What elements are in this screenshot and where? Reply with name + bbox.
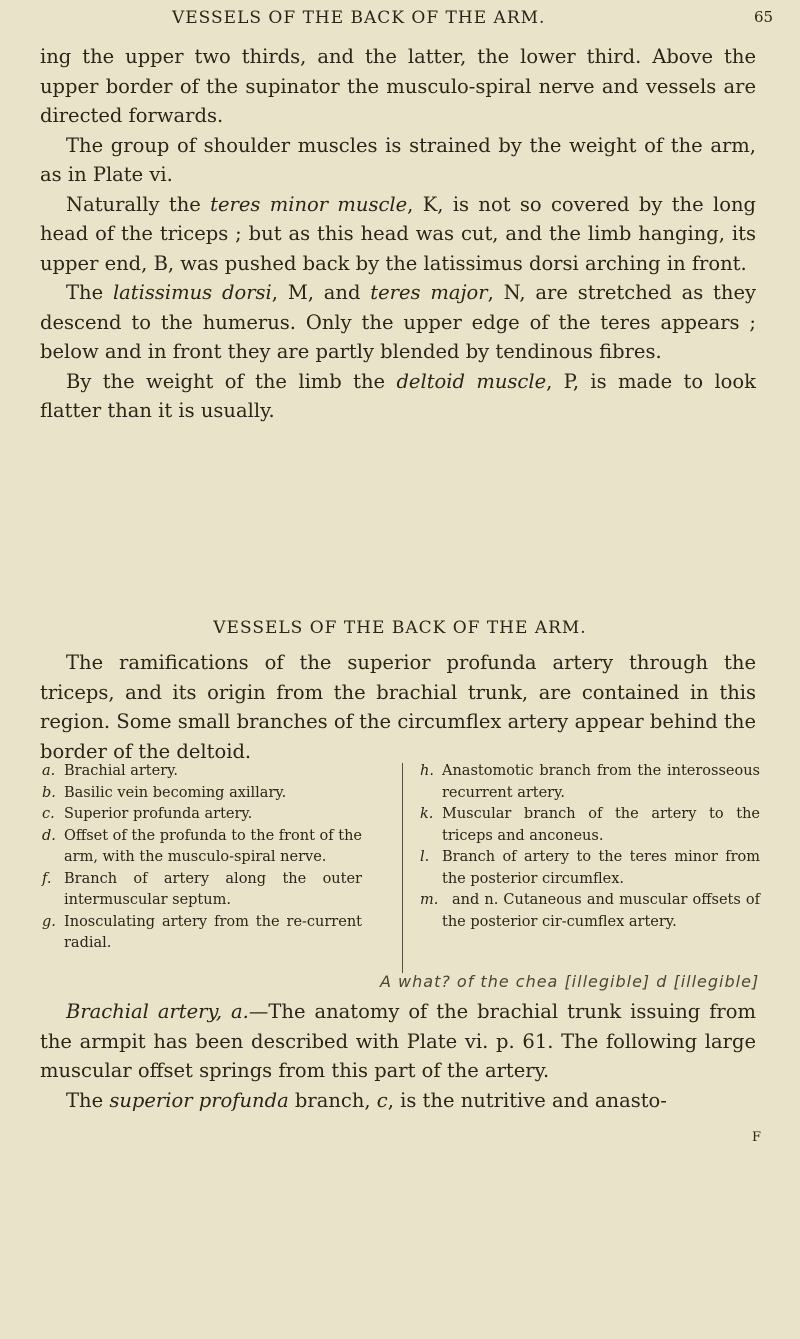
running-header [0,2,800,36]
legend-text: Inosculating artery from the re-current radial. [64,913,362,951]
paragraph-5 [40,367,756,426]
paragraph-superior-profunda [40,1086,756,1116]
legend-key: m. [420,892,439,908]
legend-item [42,783,362,805]
page-number: 65 [754,8,774,26]
paragraph-3 [40,190,756,279]
legend-left-column [42,761,362,955]
ref-letter: c [376,1088,388,1112]
text-run: , P, is made to look flatter than it is usually. [40,369,756,422]
text-run: By the weight of the limb the [66,369,397,393]
legend-key: k. [420,806,434,822]
term-teres-minor: teres minor muscle [210,192,408,216]
text-run: The [66,1088,110,1112]
text-run: —The anatomy of the brachial trunk issuing from the armpit has been described with Plate vi. p. 61. The following large muscular offset springs from this part of the artery. [40,1000,756,1082]
column-divider [402,763,403,973]
legend-key: c. [42,806,55,822]
signature-mark: F [752,1130,762,1145]
legend-text: Offset of the profunda to the front of the arm, with the musculo-spiral nerve. [64,827,363,865]
text-run: The [66,281,113,304]
legend-text: Superior profunda artery. [64,806,253,822]
body-text [40,42,756,426]
legend-item [420,890,760,933]
text-run: branch, [288,1088,377,1112]
text-run: , M, and [271,281,371,304]
legend-text: Muscular branch of the artery to the triceps and anconeus. [442,806,760,844]
term-teres-major: teres major [370,281,488,304]
term-deltoid-muscle: deltoid muscle [396,369,547,393]
legend-item [420,761,760,804]
legend-key: l. [420,849,430,865]
legend-key: h. [420,763,434,779]
text-run: , is the nutritive and anasto- [387,1088,667,1112]
intro-paragraph: The ramifications of the superior profunda artery through the triceps, and its origin from the brachial trunk, are contained in this region. Some small branches of the circumflex artery appear behind the border of the deltoid. [40,651,756,763]
legend-key: a. [42,763,56,779]
legend-text: Branch of artery along the outer intermuscular septum. [64,870,362,908]
handwritten-annotation: A what? of the chea [illegible] d [illegible] [380,972,760,991]
legend-item [42,912,362,955]
legend-key: b. [42,784,56,801]
text-run: , N, are stretched as they descend to the humerus. Only the upper edge of the teres appears ; below and in front they are partly blended by tendinous fibres. [40,281,756,363]
paragraph-2: The group of shoulder muscles is strained by the weight of the arm, as in Plate vi. [40,133,756,186]
legend-item [42,826,362,869]
text-run: , K, is not so covered by the long head of the triceps ; but as this head was cut, and the limb hanging, its upper end, B, was pushed back by the latissimus dorsi arching in front. [40,192,756,275]
lower-text [40,997,756,1115]
legend-key: f. [42,870,52,887]
legend-item [42,804,362,826]
legend-right-column [420,761,760,933]
text-run: Naturally the [66,192,211,216]
legend-text: Basilic vein becoming axillary. [64,784,287,801]
paragraph-1: ing the upper two thirds, and the latter, the lower third. Above the upper border of the supinator the musculo-spiral nerve and vessels are directed forwards. [40,45,756,127]
legend-text: Anastomotic branch from the interosseous recurrent artery. [442,763,760,801]
paragraph-4 [40,278,756,367]
paragraph-brachial-artery [40,997,756,1086]
section-heading: VESSELS OF THE BACK OF THE ARM. [213,618,587,638]
term-latissimus-dorsi: latissimus dorsi [112,281,272,304]
term-superior-profunda: superior profunda [109,1088,289,1112]
legend-key: g. [42,913,56,930]
legend-key: d. [42,827,56,844]
legend-text: Branch of artery to the teres minor from the posterior circumflex. [442,849,760,887]
legend-item [420,804,760,847]
section-intro [40,648,756,766]
legend-text: and n. Cutaneous and muscular offsets of the posterior cir-cumflex artery. [442,892,760,930]
legend-item [42,869,362,912]
legend-item [42,761,362,783]
legend-text: Brachial artery. [64,763,179,779]
legend-item [420,847,760,890]
running-title: VESSELS OF THE BACK OF THE ARM. [172,8,546,28]
term-brachial-artery: Brachial artery, a. [66,1000,249,1023]
